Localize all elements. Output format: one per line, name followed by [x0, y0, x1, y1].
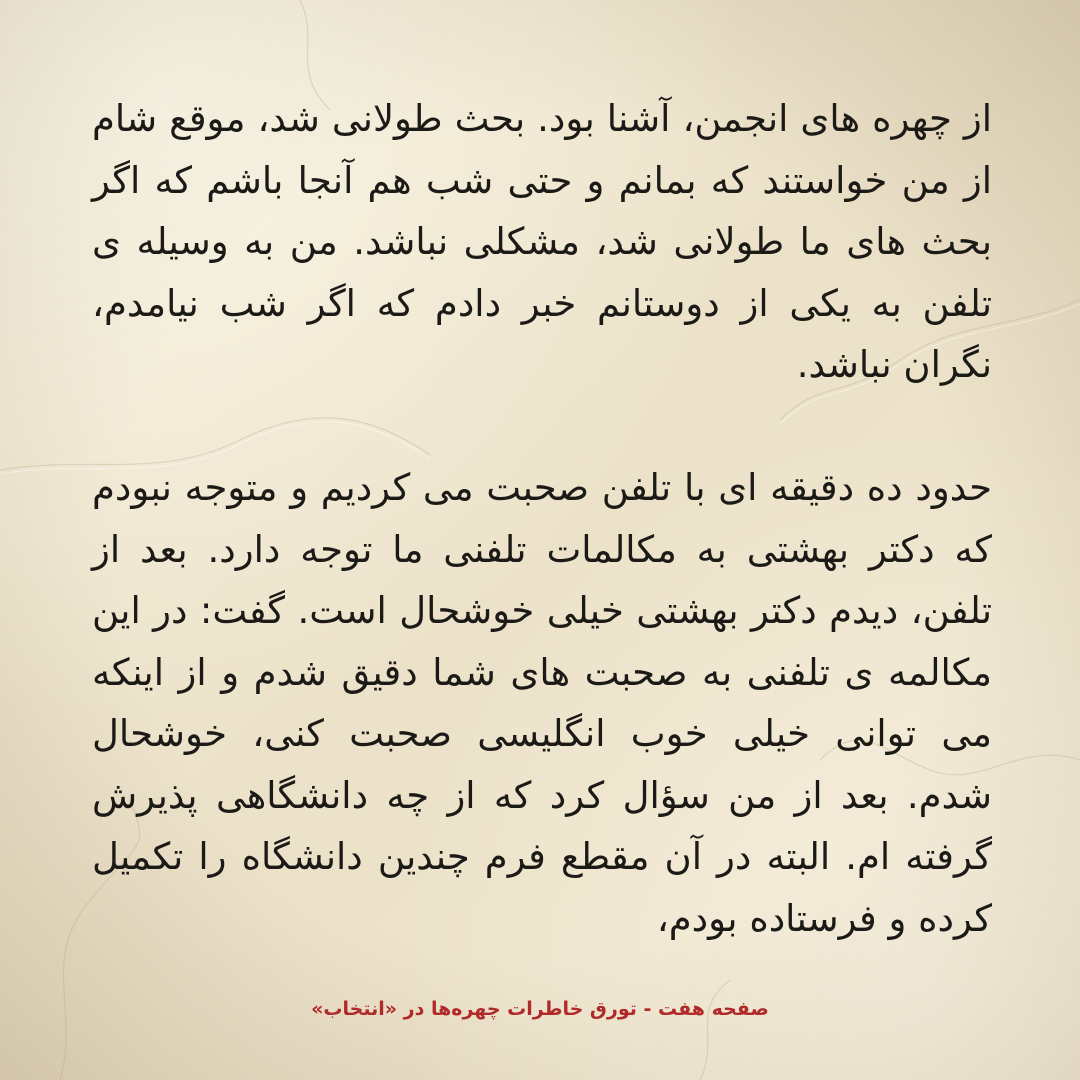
text-block	[92, 88, 992, 988]
paragraph-gap	[92, 396, 992, 458]
paragraph-2: حدود ده دقیقه ای با تلفن صحبت می کردیم و متوجه نبودم که دکتر بهشتی به مکالمات تلفنی ما توجه دارد. بعد از تلفن، دیدم دکتر بهشتی خیلی خوشحال است. گفت: در این مکالمه ی تلفنی به صحبت های شما دقیق شدم و از اینکه می توانی خیلی خوب انگلیسی صحبت کنی، خوشحال شدم. بعد از من سؤال کرد که از چه دانشگاهی پذیرش گرفته ام. البته در آن مقطع فرم چندین دانشگاه را تکمیل کرده و فرستاده بودم،	[92, 466, 992, 940]
paragraph-1: از چهره های انجمن، آشنا بود. بحث طولانی شد، موقع شام از من خواستند که بمانم و حتی شب هم آنجا باشم که اگر بحث های ما طولانی شد، مشکلی نباشد. من به وسیله ی تلفن به یکی از دوستانم خبر دادم که اگر شب نیامدم، نگران نباشد.	[92, 97, 992, 386]
page-caption: صفحه هفت - تورق خاطرات چهره‌ها در «انتخاب»	[311, 998, 769, 1020]
